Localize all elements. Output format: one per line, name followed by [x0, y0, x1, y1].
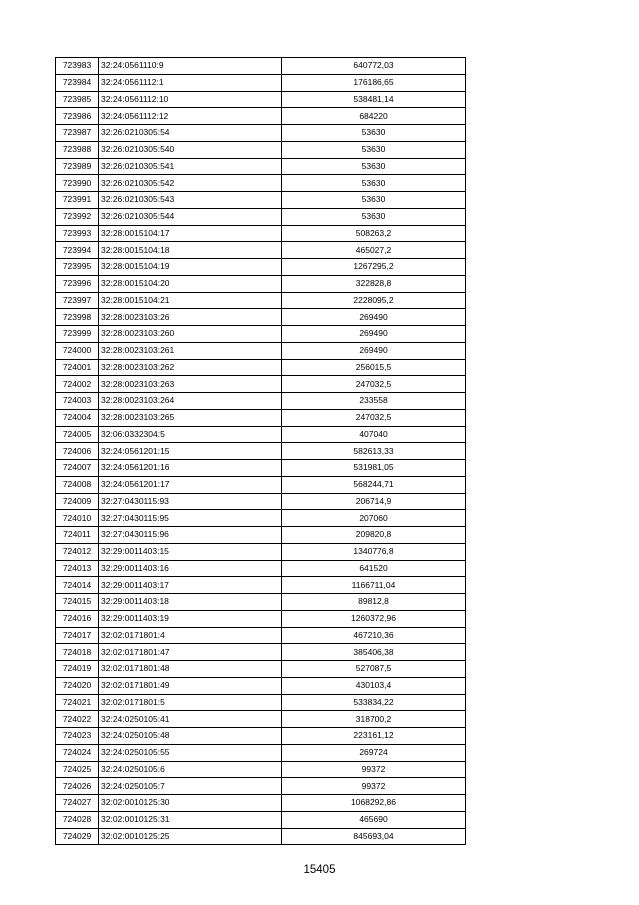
- table-row: [56, 778, 466, 795]
- row-id-cell: 724008: [56, 476, 99, 493]
- table-row: [56, 175, 466, 192]
- value-cell: 1166711,04: [282, 577, 466, 594]
- value-cell: 538481,14: [282, 91, 466, 108]
- row-id-cell: 724023: [56, 728, 99, 745]
- table-row: [56, 292, 466, 309]
- row-id-cell: 723995: [56, 259, 99, 276]
- row-id-cell: 724005: [56, 426, 99, 443]
- row-id-cell: 723994: [56, 242, 99, 259]
- table-row: [56, 158, 466, 175]
- row-id-cell: 724022: [56, 711, 99, 728]
- value-cell: 385406,38: [282, 644, 466, 661]
- row-id-cell: 724019: [56, 661, 99, 678]
- cadastral-number-cell: 32:29:0011403:15: [99, 543, 282, 560]
- table-row: [56, 225, 466, 242]
- row-id-cell: 723999: [56, 326, 99, 343]
- value-cell: 2228095,2: [282, 292, 466, 309]
- value-cell: 53630: [282, 175, 466, 192]
- table-row: [56, 376, 466, 393]
- value-cell: 207060: [282, 510, 466, 527]
- value-cell: 176186,65: [282, 74, 466, 91]
- value-cell: 508263,2: [282, 225, 466, 242]
- table-row: [56, 275, 466, 292]
- cadastral-number-cell: 32:29:0011403:18: [99, 594, 282, 611]
- table-row: [56, 694, 466, 711]
- table-row: [56, 460, 466, 477]
- value-cell: 1068292,86: [282, 795, 466, 812]
- row-id-cell: 724027: [56, 795, 99, 812]
- value-cell: 53630: [282, 192, 466, 209]
- table-row: [56, 476, 466, 493]
- cadastral-number-cell: 32:24:0250105:6: [99, 761, 282, 778]
- row-id-cell: 724010: [56, 510, 99, 527]
- value-cell: 1267295,2: [282, 259, 466, 276]
- row-id-cell: 723986: [56, 108, 99, 125]
- value-cell: 223161,12: [282, 728, 466, 745]
- cadastral-number-cell: 32:26:0210305:54: [99, 125, 282, 142]
- row-id-cell: 724014: [56, 577, 99, 594]
- value-cell: 407040: [282, 426, 466, 443]
- table-row: [56, 828, 466, 845]
- value-cell: 99372: [282, 761, 466, 778]
- cadastral-number-cell: 32:24:0250105:7: [99, 778, 282, 795]
- cadastral-number-cell: 32:28:0023103:261: [99, 342, 282, 359]
- row-id-cell: 723984: [56, 74, 99, 91]
- row-id-cell: 723997: [56, 292, 99, 309]
- table-row: [56, 409, 466, 426]
- row-id-cell: 724009: [56, 493, 99, 510]
- row-id-cell: 723998: [56, 309, 99, 326]
- cadastral-number-cell: 32:24:0561110:9: [99, 58, 282, 75]
- table-row: [56, 443, 466, 460]
- table-row: [56, 677, 466, 694]
- value-cell: 1260372,96: [282, 610, 466, 627]
- row-id-cell: 724012: [56, 543, 99, 560]
- page-number: 15405: [303, 864, 336, 876]
- table-row: [56, 108, 466, 125]
- table-row: [56, 795, 466, 812]
- value-cell: 269724: [282, 744, 466, 761]
- cadastral-number-cell: 32:28:0023103:262: [99, 359, 282, 376]
- cadastral-number-cell: 32:28:0023103:265: [99, 409, 282, 426]
- table-row: [56, 242, 466, 259]
- table-row: [56, 644, 466, 661]
- table-row: [56, 141, 466, 158]
- table-row: [56, 359, 466, 376]
- row-id-cell: 723987: [56, 125, 99, 142]
- table-row: [56, 91, 466, 108]
- cadastral-number-cell: 32:06:0332304:5: [99, 426, 282, 443]
- cadastral-number-cell: 32:02:0171801:48: [99, 661, 282, 678]
- table-row: [56, 761, 466, 778]
- value-cell: 527087,5: [282, 661, 466, 678]
- cadastral-number-cell: 32:27:0430115:93: [99, 493, 282, 510]
- value-cell: 465690: [282, 811, 466, 828]
- value-cell: 684220: [282, 108, 466, 125]
- value-cell: 318700,2: [282, 711, 466, 728]
- row-id-cell: 723990: [56, 175, 99, 192]
- row-id-cell: 724018: [56, 644, 99, 661]
- cadastral-number-cell: 32:29:0011403:19: [99, 610, 282, 627]
- row-id-cell: 723988: [56, 141, 99, 158]
- table-row: [56, 326, 466, 343]
- table-row: [56, 259, 466, 276]
- table-row: [56, 560, 466, 577]
- row-id-cell: 724026: [56, 778, 99, 795]
- cadastral-number-cell: 32:02:0010125:30: [99, 795, 282, 812]
- cadastral-number-cell: 32:28:0015104:19: [99, 259, 282, 276]
- cadastral-number-cell: 32:26:0210305:541: [99, 158, 282, 175]
- row-id-cell: 723996: [56, 275, 99, 292]
- value-cell: 640772,03: [282, 58, 466, 75]
- value-cell: 269490: [282, 309, 466, 326]
- cadastral-number-cell: 32:29:0011403:17: [99, 577, 282, 594]
- table-row: [56, 125, 466, 142]
- table-row: [56, 610, 466, 627]
- row-id-cell: 724021: [56, 694, 99, 711]
- row-id-cell: 724029: [56, 828, 99, 845]
- table-row: [56, 426, 466, 443]
- table-row: [56, 493, 466, 510]
- value-cell: 269490: [282, 326, 466, 343]
- cadastral-number-cell: 32:24:0250105:41: [99, 711, 282, 728]
- value-cell: 256015,5: [282, 359, 466, 376]
- cadastral-number-cell: 32:27:0430115:96: [99, 527, 282, 544]
- row-id-cell: 724007: [56, 460, 99, 477]
- value-cell: 247032,5: [282, 409, 466, 426]
- value-cell: 467210,36: [282, 627, 466, 644]
- table-row: [56, 393, 466, 410]
- value-cell: 233558: [282, 393, 466, 410]
- cadastral-number-cell: 32:02:0171801:5: [99, 694, 282, 711]
- cadastral-number-cell: 32:28:0023103:26: [99, 309, 282, 326]
- value-cell: 99372: [282, 778, 466, 795]
- cadastral-number-cell: 32:02:0171801:4: [99, 627, 282, 644]
- value-cell: 89812,8: [282, 594, 466, 611]
- cadastral-number-cell: 32:02:0171801:47: [99, 644, 282, 661]
- table-row: [56, 577, 466, 594]
- table-row: [56, 543, 466, 560]
- cadastral-number-cell: 32:24:0561112:10: [99, 91, 282, 108]
- table-row: [56, 728, 466, 745]
- value-cell: 430103,4: [282, 677, 466, 694]
- cadastral-number-cell: 32:27:0430115:95: [99, 510, 282, 527]
- row-id-cell: 724002: [56, 376, 99, 393]
- value-cell: 465027,2: [282, 242, 466, 259]
- cadastral-number-cell: 32:29:0011403:16: [99, 560, 282, 577]
- cadastral-number-cell: 32:28:0015104:18: [99, 242, 282, 259]
- table-row: [56, 744, 466, 761]
- table-body: [56, 58, 466, 845]
- value-cell: 53630: [282, 158, 466, 175]
- table-row: [56, 74, 466, 91]
- cadastral-number-cell: 32:28:0015104:21: [99, 292, 282, 309]
- value-cell: 269490: [282, 342, 466, 359]
- table-row: [56, 192, 466, 209]
- table-row: [56, 811, 466, 828]
- row-id-cell: 724017: [56, 627, 99, 644]
- cadastral-number-cell: 32:24:0561112:1: [99, 74, 282, 91]
- row-id-cell: 723985: [56, 91, 99, 108]
- value-cell: 322828,8: [282, 275, 466, 292]
- value-cell: 641520: [282, 560, 466, 577]
- table-row: [56, 527, 466, 544]
- cadastral-number-cell: 32:24:0250105:55: [99, 744, 282, 761]
- cadastral-number-cell: 32:28:0015104:17: [99, 225, 282, 242]
- cadastral-number-cell: 32:24:0561112:12: [99, 108, 282, 125]
- row-id-cell: 724025: [56, 761, 99, 778]
- row-id-cell: 724028: [56, 811, 99, 828]
- table-row: [56, 208, 466, 225]
- row-id-cell: 724004: [56, 409, 99, 426]
- value-cell: 53630: [282, 208, 466, 225]
- value-cell: 206714,9: [282, 493, 466, 510]
- value-cell: 53630: [282, 125, 466, 142]
- value-cell: 247032,5: [282, 376, 466, 393]
- value-cell: 568244,71: [282, 476, 466, 493]
- cadastral-number-cell: 32:24:0561201:15: [99, 443, 282, 460]
- row-id-cell: 723991: [56, 192, 99, 209]
- table-row: [56, 594, 466, 611]
- table-row: [56, 661, 466, 678]
- cadastral-number-cell: 32:28:0015104:20: [99, 275, 282, 292]
- row-id-cell: 723983: [56, 58, 99, 75]
- cadastral-number-cell: 32:28:0023103:263: [99, 376, 282, 393]
- cadastral-number-cell: 32:26:0210305:543: [99, 192, 282, 209]
- cadastral-number-cell: 32:24:0561201:16: [99, 460, 282, 477]
- value-cell: 53630: [282, 141, 466, 158]
- value-cell: 209820,8: [282, 527, 466, 544]
- row-id-cell: 724006: [56, 443, 99, 460]
- row-id-cell: 724000: [56, 342, 99, 359]
- row-id-cell: 724003: [56, 393, 99, 410]
- cadastral-number-cell: 32:24:0561201:17: [99, 476, 282, 493]
- row-id-cell: 724015: [56, 594, 99, 611]
- table-row: [56, 342, 466, 359]
- row-id-cell: 724016: [56, 610, 99, 627]
- row-id-cell: 724024: [56, 744, 99, 761]
- row-id-cell: 724011: [56, 527, 99, 544]
- cadastral-number-cell: 32:26:0210305:542: [99, 175, 282, 192]
- cadastral-number-cell: 32:26:0210305:540: [99, 141, 282, 158]
- table-row: [56, 309, 466, 326]
- table-row: [56, 58, 466, 75]
- cadastral-number-cell: 32:02:0010125:31: [99, 811, 282, 828]
- row-id-cell: 723992: [56, 208, 99, 225]
- row-id-cell: 723993: [56, 225, 99, 242]
- value-cell: 533834,22: [282, 694, 466, 711]
- cadastral-number-cell: 32:26:0210305:544: [99, 208, 282, 225]
- row-id-cell: 724020: [56, 677, 99, 694]
- value-cell: 531981,05: [282, 460, 466, 477]
- table-row: [56, 711, 466, 728]
- table-row: [56, 510, 466, 527]
- value-cell: 582613,33: [282, 443, 466, 460]
- table-row: [56, 627, 466, 644]
- cadastral-number-cell: 32:28:0023103:264: [99, 393, 282, 410]
- data-table: [55, 57, 466, 845]
- cadastral-number-cell: 32:24:0250105:48: [99, 728, 282, 745]
- value-cell: 845693,04: [282, 828, 466, 845]
- row-id-cell: 724013: [56, 560, 99, 577]
- cadastral-number-cell: 32:28:0023103:260: [99, 326, 282, 343]
- cadastral-number-cell: 32:02:0010125:25: [99, 828, 282, 845]
- row-id-cell: 723989: [56, 158, 99, 175]
- row-id-cell: 724001: [56, 359, 99, 376]
- cadastral-number-cell: 32:02:0171801:49: [99, 677, 282, 694]
- value-cell: 1340776,8: [282, 543, 466, 560]
